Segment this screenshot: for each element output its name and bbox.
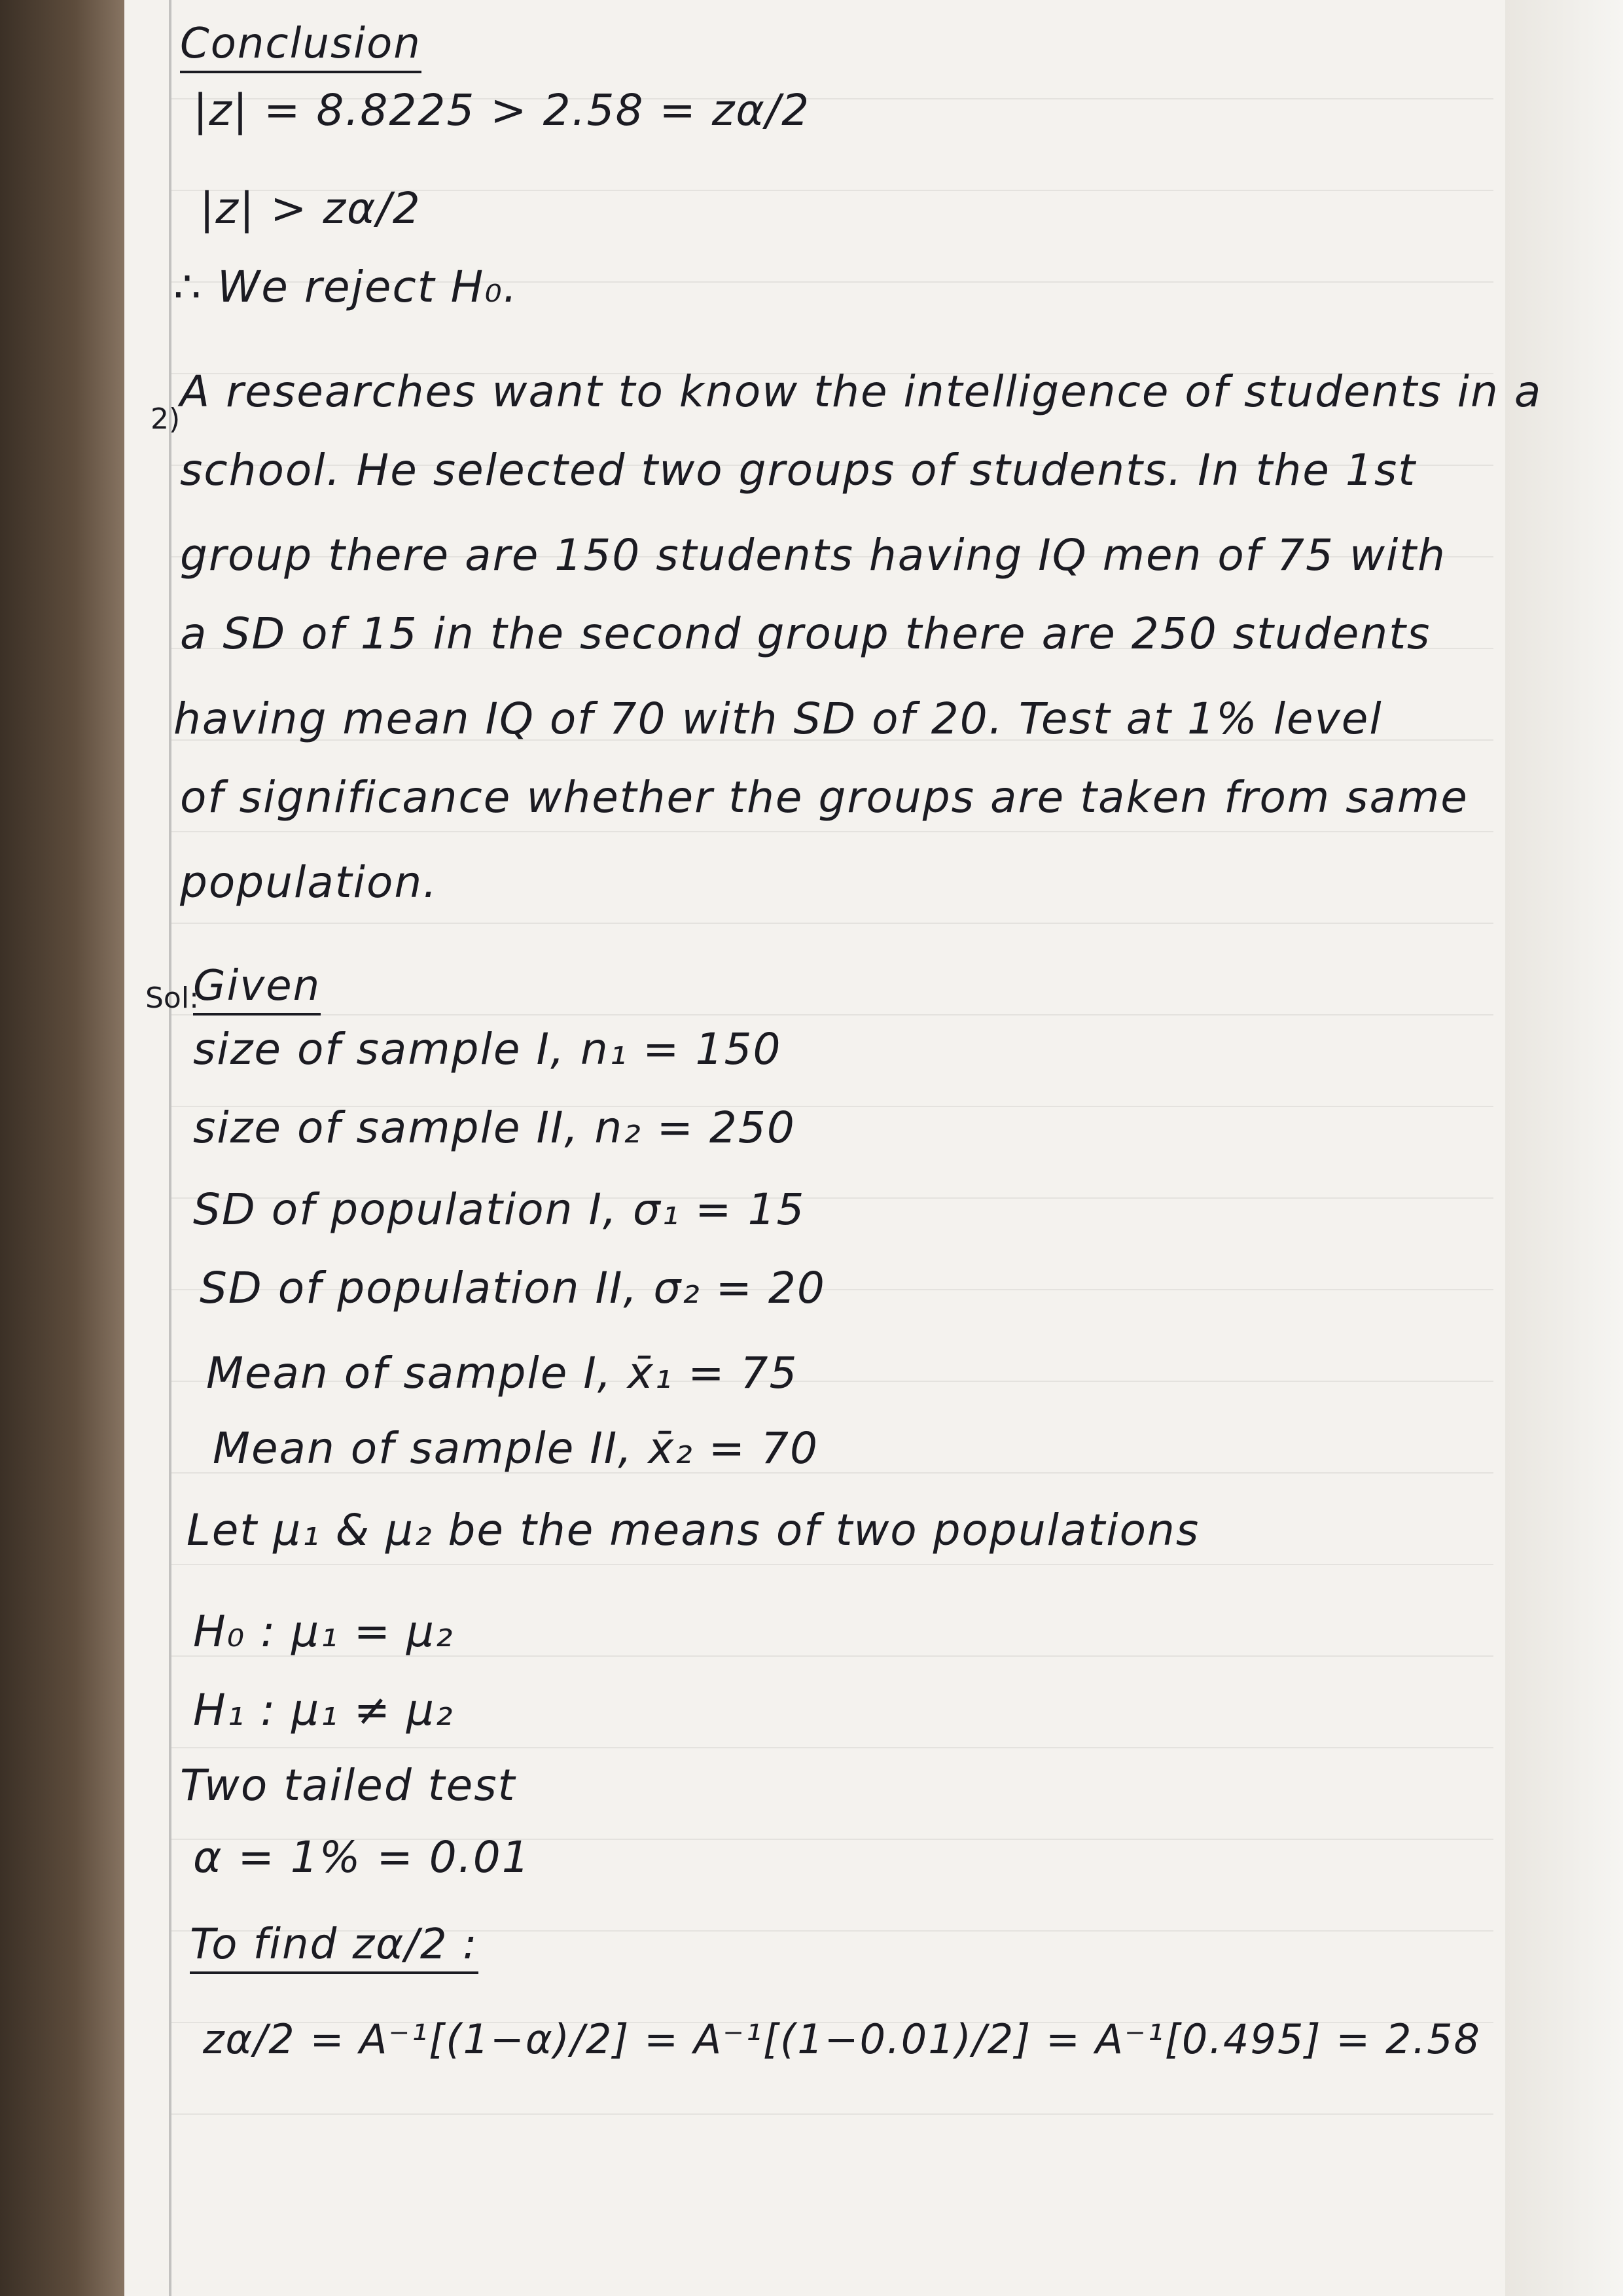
given-item: Mean of sample II, x̄₂ = 70: [213, 1423, 819, 1474]
given-item: Mean of sample I, x̄₁ = 75: [206, 1348, 798, 1398]
given-item: size of sample II, n₂ = 250: [193, 1103, 796, 1153]
alpha-value: α = 1% = 0.01: [193, 1832, 531, 1882]
let-statement: Let μ₁ & μ₂ be the means of two populations: [187, 1505, 1200, 1555]
problem-line: group there are 150 students having IQ men of 75 with: [180, 530, 1446, 580]
test-type: Two tailed test: [180, 1760, 516, 1810]
ruled-line: [171, 2113, 1493, 2115]
given-item: SD of population II, σ₂ = 20: [200, 1263, 826, 1313]
problem-line: a SD of 15 in the second group there are 250 students: [180, 609, 1431, 659]
ruled-line: [171, 1014, 1493, 1016]
conclusion-line-3: ∴ We reject H₀.: [173, 262, 518, 312]
ruled-line: [171, 831, 1493, 832]
problem-line: school. He selected two groups of students. In the 1st: [180, 445, 1417, 495]
conclusion-line-2: |z| > zα/2: [200, 183, 421, 234]
binding-shadow: [0, 0, 124, 2296]
conclusion-heading: Conclusion: [180, 20, 421, 73]
given-item: size of sample I, n₁ = 150: [193, 1024, 782, 1074]
null-hypothesis: H₀ : μ₁ = μ₂: [193, 1606, 454, 1657]
problem-number: 2): [151, 402, 181, 436]
solution-mark: Sol:: [145, 981, 199, 1015]
ruled-line: [171, 1747, 1493, 1748]
problem-line: A researches want to know the intelligence of students in a: [180, 366, 1543, 417]
ruled-line: [171, 1564, 1493, 1565]
problem-line: population.: [180, 857, 438, 908]
critical-value-formula: zα/2 = A⁻¹[(1−α)/2] = A⁻¹[(1−0.01)/2] = A⁻¹[0.495] = 2.58: [203, 2015, 1481, 2063]
find-heading: To find zα/2 :: [190, 1920, 478, 1974]
problem-line: having mean IQ of 70 with SD of 20. Test at 1% level: [173, 694, 1383, 744]
margin-line: [169, 0, 171, 2296]
problem-line: of significance whether the groups are taken from same: [180, 772, 1469, 822]
ruled-line: [171, 923, 1493, 924]
given-item: SD of population I, σ₁ = 15: [193, 1184, 806, 1235]
given-heading: Given: [193, 962, 321, 1016]
alternative-hypothesis: H₁ : μ₁ ≠ μ₂: [193, 1685, 454, 1735]
conclusion-line-1: |z| = 8.8225 > 2.58 = zα/2: [193, 85, 811, 135]
page-edge: [1505, 0, 1623, 2296]
